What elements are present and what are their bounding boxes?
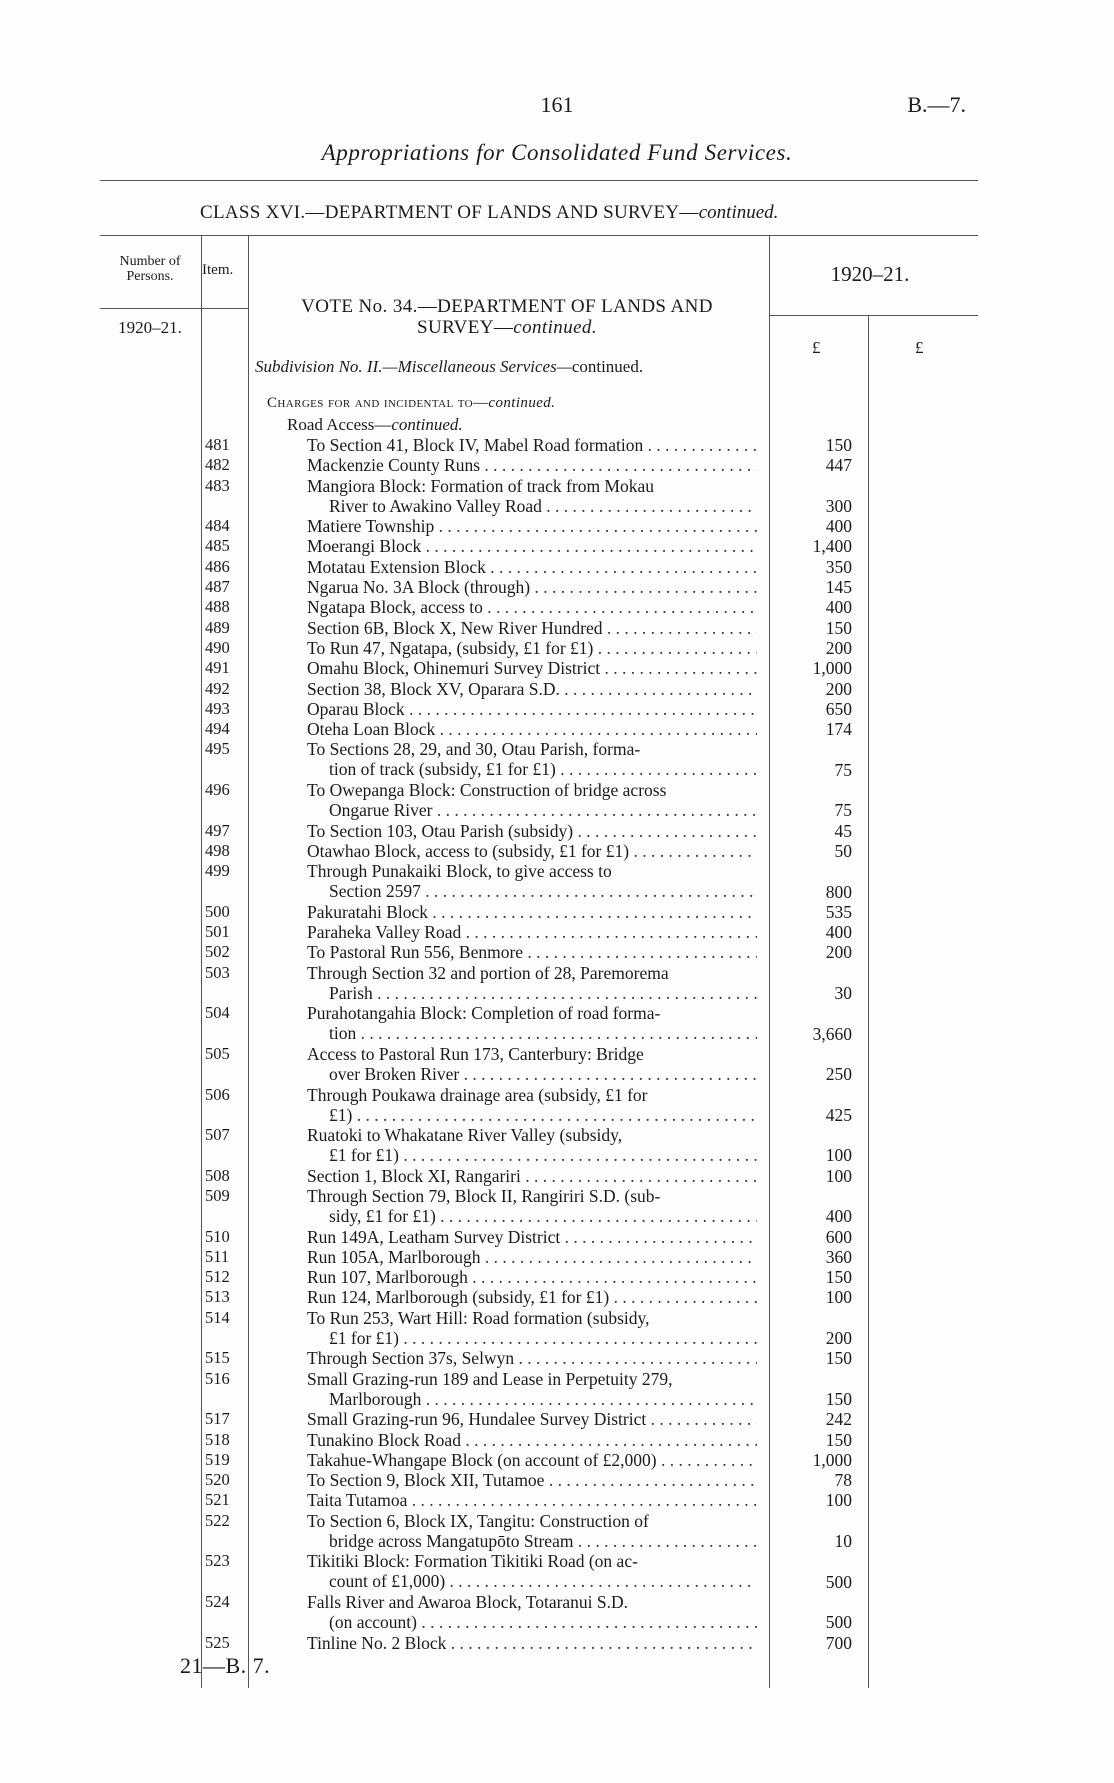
table-row bbox=[0, 1308, 1114, 1349]
row-description-line: Through Section 32 and portion of 28, Paremorema bbox=[307, 962, 669, 983]
row-description-line: over Broken River . . . bbox=[307, 1064, 757, 1084]
table-row bbox=[0, 1186, 1114, 1227]
row-item-number: 505 bbox=[205, 1043, 230, 1063]
class-heading: CLASS XVI.—DEPARTMENT OF LANDS AND SURVEY—continued. bbox=[200, 202, 779, 223]
road-access-heading: Road Access—continued. bbox=[287, 415, 463, 434]
row-description bbox=[307, 435, 757, 455]
row-description-line: Mangiora Block: Formation of track from Mokau bbox=[307, 475, 655, 496]
title-rule bbox=[100, 180, 978, 181]
row-item-number: 518 bbox=[205, 1429, 230, 1449]
row-amount: 100 bbox=[825, 1490, 852, 1511]
table-row bbox=[0, 1490, 1114, 1510]
row-description-line: count of £1,000) . . . bbox=[307, 1571, 757, 1591]
table-row bbox=[0, 476, 1114, 517]
row-amount: 75 bbox=[834, 800, 852, 821]
row-item-number: 520 bbox=[205, 1470, 230, 1490]
row-description bbox=[307, 1430, 757, 1450]
row-amount: 100 bbox=[825, 1287, 852, 1308]
row-amount: 200 bbox=[825, 942, 852, 963]
row-amount: 200 bbox=[825, 678, 852, 699]
table-row bbox=[0, 780, 1114, 821]
row-description bbox=[307, 516, 757, 536]
row-description bbox=[307, 719, 757, 739]
table-row bbox=[0, 597, 1114, 617]
table-row bbox=[0, 1430, 1114, 1450]
row-amount: 200 bbox=[825, 637, 852, 658]
row-description-line: tion of track (subsidy, £1 for £1) . . . bbox=[307, 759, 757, 779]
row-description bbox=[307, 1409, 757, 1429]
table-row bbox=[0, 963, 1114, 1004]
row-item-number: 522 bbox=[205, 1510, 230, 1530]
row-description-line: Tikitiki Block: Formation Tikitiki Road (on ac- bbox=[307, 1551, 638, 1572]
table-row bbox=[0, 618, 1114, 638]
row-description-line: Oteha Loan Block . . . bbox=[307, 719, 757, 739]
row-item-number: 489 bbox=[205, 617, 230, 637]
header-item: Item. bbox=[202, 262, 234, 278]
row-description bbox=[307, 1287, 757, 1307]
row-description-line: Mackenzie County Runs . . . bbox=[307, 455, 757, 475]
row-item-number: 514 bbox=[205, 1307, 230, 1327]
row-amount: 1,000 bbox=[812, 1449, 852, 1470]
page-number: 161 bbox=[540, 92, 574, 117]
row-description bbox=[307, 1227, 757, 1247]
row-description-line: Through Punakaiki Block, to give access to bbox=[307, 861, 612, 882]
row-description-line: (on account) . . . bbox=[307, 1612, 757, 1632]
row-amount: 150 bbox=[825, 435, 852, 455]
row-description-line: sidy, £1 for £1) . . . bbox=[307, 1206, 757, 1226]
table-row bbox=[0, 1551, 1114, 1592]
row-description bbox=[307, 1470, 757, 1490]
row-description-line: Through Section 79, Block II, Rangiriri S.D. (sub- bbox=[307, 1185, 661, 1206]
row-item-number: 485 bbox=[205, 536, 230, 556]
row-item-number: 523 bbox=[205, 1551, 230, 1571]
row-item-number: 515 bbox=[205, 1348, 230, 1368]
row-item-number: 506 bbox=[205, 1084, 230, 1104]
table-row bbox=[0, 1348, 1114, 1368]
row-item-number: 504 bbox=[205, 1003, 230, 1023]
row-description bbox=[307, 618, 757, 638]
row-amount: 400 bbox=[825, 597, 852, 618]
row-description bbox=[307, 841, 757, 861]
header-pound-column-1: £ bbox=[812, 338, 821, 357]
table-top-rule bbox=[100, 235, 978, 236]
row-amount: 350 bbox=[825, 556, 852, 577]
row-item-number: 495 bbox=[205, 739, 230, 759]
row-description-line: Run 107, Marlborough . . . bbox=[307, 1267, 757, 1287]
table-row bbox=[0, 1409, 1114, 1429]
row-description-line: Section 2597 . . . bbox=[307, 881, 757, 901]
row-amount: 150 bbox=[825, 1388, 852, 1409]
row-item-number: 502 bbox=[205, 942, 230, 962]
table-row bbox=[0, 658, 1114, 678]
row-description bbox=[307, 1348, 757, 1368]
table-row bbox=[0, 1227, 1114, 1247]
table-row bbox=[0, 902, 1114, 922]
row-amount: 3,660 bbox=[812, 1023, 852, 1044]
row-amount: 800 bbox=[825, 881, 852, 902]
row-amount: 300 bbox=[825, 495, 852, 516]
row-item-number: 497 bbox=[205, 820, 230, 840]
row-description-line: Purahotangahia Block: Completion of road forma- bbox=[307, 1003, 661, 1024]
row-description-line: £1) . . . bbox=[307, 1105, 757, 1125]
row-description bbox=[307, 455, 757, 475]
row-description-line: Oparau Block . . . bbox=[307, 699, 757, 719]
row-description-line: Run 105A, Marlborough . . . bbox=[307, 1247, 757, 1267]
row-description bbox=[307, 1511, 757, 1551]
row-description bbox=[307, 1267, 757, 1287]
table-row bbox=[0, 679, 1114, 699]
row-item-number: 509 bbox=[205, 1185, 230, 1205]
row-item-number: 498 bbox=[205, 840, 230, 860]
table-row bbox=[0, 1247, 1114, 1267]
row-item-number: 503 bbox=[205, 962, 230, 982]
row-description-line: Ruatoki to Whakatane River Valley (subsidy, bbox=[307, 1125, 623, 1146]
row-description-line: To Owepanga Block: Construction of bridge across bbox=[307, 780, 667, 801]
row-description bbox=[307, 1125, 757, 1165]
row-description bbox=[307, 536, 757, 556]
row-description-line: Otawhao Block, access to (subsidy, £1 for £1) . . . bbox=[307, 841, 757, 861]
row-description-line: Matiere Township . . . bbox=[307, 516, 757, 536]
table-row bbox=[0, 699, 1114, 719]
header-rule-right bbox=[769, 315, 978, 316]
row-description bbox=[307, 1592, 757, 1632]
row-description bbox=[307, 1551, 757, 1591]
row-description-line: Access to Pastoral Run 173, Canterbury: Bridge bbox=[307, 1043, 644, 1064]
document-reference: B.—7. bbox=[907, 92, 966, 117]
row-description-line: bridge across Mangatupōto Stream . . . bbox=[307, 1531, 757, 1551]
charges-heading: Charges for and incidental to—continued. bbox=[267, 395, 556, 411]
row-item-number: 524 bbox=[205, 1591, 230, 1611]
row-amount: 535 bbox=[825, 901, 852, 922]
row-item-number: 519 bbox=[205, 1449, 230, 1469]
row-description bbox=[307, 739, 757, 779]
table-row bbox=[0, 1470, 1114, 1490]
row-amount: 500 bbox=[825, 1612, 852, 1633]
table-row bbox=[0, 821, 1114, 841]
row-description bbox=[307, 1166, 757, 1186]
header-pound-column-2: £ bbox=[915, 338, 924, 357]
row-description bbox=[307, 821, 757, 841]
row-amount: 150 bbox=[825, 1267, 852, 1288]
table-row bbox=[0, 536, 1114, 556]
table-row bbox=[0, 1125, 1114, 1166]
row-item-number: 488 bbox=[205, 597, 230, 617]
table-row bbox=[0, 1511, 1114, 1552]
row-amount: 500 bbox=[825, 1571, 852, 1592]
row-description bbox=[307, 1308, 757, 1348]
footer-signature: 21—B. 7. bbox=[180, 1653, 271, 1678]
row-description bbox=[307, 1085, 757, 1125]
row-item-number: 500 bbox=[205, 901, 230, 921]
row-description-line: Section 1, Block XI, Rangariri . . . bbox=[307, 1166, 757, 1186]
table-row bbox=[0, 739, 1114, 780]
table-row bbox=[0, 1166, 1114, 1186]
row-item-number: 484 bbox=[205, 516, 230, 536]
row-description-line: To Sections 28, 29, and 30, Otau Parish, forma- bbox=[307, 739, 641, 760]
row-item-number: 510 bbox=[205, 1226, 230, 1246]
table-row bbox=[0, 435, 1114, 455]
row-description bbox=[307, 699, 757, 719]
row-item-number: 493 bbox=[205, 698, 230, 718]
table-row bbox=[0, 922, 1114, 942]
row-description-line: Motatau Extension Block . . . bbox=[307, 557, 757, 577]
row-amount: 150 bbox=[825, 1429, 852, 1450]
row-description bbox=[307, 679, 757, 699]
row-amount: 75 bbox=[834, 759, 852, 780]
row-amount: 400 bbox=[825, 516, 852, 537]
row-description-line: To Section 41, Block IV, Mabel Road formation . . . bbox=[307, 435, 757, 455]
row-item-number: 486 bbox=[205, 556, 230, 576]
row-description-line: £1 for £1) . . . bbox=[307, 1328, 757, 1348]
row-description bbox=[307, 1633, 757, 1653]
row-amount: 400 bbox=[825, 1206, 852, 1227]
row-amount: 50 bbox=[834, 840, 852, 861]
row-description-line: Paraheka Valley Road . . . bbox=[307, 922, 757, 942]
table-row bbox=[0, 1003, 1114, 1044]
table-row bbox=[0, 841, 1114, 861]
row-item-number: 511 bbox=[205, 1246, 230, 1266]
table-row bbox=[0, 1085, 1114, 1126]
row-amount: 1,000 bbox=[812, 658, 852, 679]
row-item-number: 494 bbox=[205, 719, 230, 739]
row-description-line: Ngatapa Block, access to . . . bbox=[307, 597, 757, 617]
row-item-number: 482 bbox=[205, 455, 230, 475]
page-title: Appropriations for Consolidated Fund Services. bbox=[321, 140, 793, 165]
row-description-line: Run 149A, Leatham Survey District . . . bbox=[307, 1227, 757, 1247]
row-description bbox=[307, 476, 757, 516]
row-amount: 78 bbox=[834, 1470, 852, 1491]
row-amount: 700 bbox=[825, 1632, 852, 1653]
row-description bbox=[307, 1490, 757, 1510]
table-row bbox=[0, 1633, 1114, 1653]
row-description bbox=[307, 780, 757, 820]
row-description-line: tion . . . bbox=[307, 1023, 757, 1043]
row-amount: 45 bbox=[834, 820, 852, 841]
row-item-number: 483 bbox=[205, 475, 230, 495]
row-description-line: Tunakino Block Road . . . bbox=[307, 1430, 757, 1450]
row-description-line: Small Grazing-run 96, Hundalee Survey District . . . bbox=[307, 1409, 757, 1429]
row-description bbox=[307, 658, 757, 678]
vote-title: VOTE No. 34.—DEPARTMENT OF LANDS AND SURVEY—continued. bbox=[301, 296, 713, 338]
row-description-line: Section 38, Block XV, Oparara S.D. . . . bbox=[307, 679, 757, 699]
row-amount: 447 bbox=[825, 455, 852, 476]
table-row bbox=[0, 638, 1114, 658]
appropriation-rows bbox=[0, 435, 1114, 1653]
row-description-line: Run 124, Marlborough (subsidy, £1 for £1) . . . bbox=[307, 1287, 757, 1307]
table-row bbox=[0, 1044, 1114, 1085]
row-description-line: Falls River and Awaroa Block, Totaranui S.D. bbox=[307, 1591, 629, 1612]
row-amount: 150 bbox=[825, 617, 852, 638]
table-row bbox=[0, 1267, 1114, 1287]
table-row bbox=[0, 1369, 1114, 1410]
row-description-line: Small Grazing-run 189 and Lease in Perpetuity 279, bbox=[307, 1368, 673, 1389]
row-item-number: 517 bbox=[205, 1409, 230, 1429]
row-description-line: Taita Tutamoa . . . bbox=[307, 1490, 757, 1510]
table-row bbox=[0, 455, 1114, 475]
table-row bbox=[0, 577, 1114, 597]
row-description-line: Takahue-Whangape Block (on account of £2,000) . . . bbox=[307, 1450, 757, 1470]
row-description bbox=[307, 638, 757, 658]
header-number-of-persons: Number of Persons. bbox=[119, 254, 181, 284]
table-row bbox=[0, 1592, 1114, 1633]
row-description bbox=[307, 1247, 757, 1267]
row-item-number: 521 bbox=[205, 1490, 230, 1510]
table-row bbox=[0, 1450, 1114, 1470]
row-item-number: 490 bbox=[205, 637, 230, 657]
row-description-line: Moerangi Block . . . bbox=[307, 536, 757, 556]
row-item-number: 501 bbox=[205, 922, 230, 942]
row-description-line: Parish . . . bbox=[307, 983, 757, 1003]
row-description-line: Ongarue River . . . bbox=[307, 800, 757, 820]
row-amount: 30 bbox=[834, 983, 852, 1004]
row-item-number: 525 bbox=[205, 1632, 230, 1652]
row-description-line: Marlborough . . . bbox=[307, 1389, 757, 1409]
header-year-left: 1920–21. bbox=[118, 318, 182, 337]
row-description-line: Tinline No. 2 Block . . . bbox=[307, 1633, 757, 1653]
row-description bbox=[307, 902, 757, 922]
row-amount: 250 bbox=[825, 1064, 852, 1085]
row-amount: 1,400 bbox=[812, 536, 852, 557]
row-description bbox=[307, 1369, 757, 1409]
row-description-line: Section 6B, Block X, New River Hundred . . . bbox=[307, 618, 757, 638]
row-description bbox=[307, 963, 757, 1003]
row-item-number: 496 bbox=[205, 780, 230, 800]
row-description-line: To Section 9, Block XII, Tutamoe . . . bbox=[307, 1470, 757, 1490]
row-description-line: To Run 47, Ngatapa, (subsidy, £1 for £1) . . . bbox=[307, 638, 757, 658]
row-amount: 100 bbox=[825, 1145, 852, 1166]
row-description-line: Ngarua No. 3A Block (through) . . . bbox=[307, 577, 757, 597]
row-description bbox=[307, 1003, 757, 1043]
row-amount: 242 bbox=[825, 1409, 852, 1430]
table-row bbox=[0, 557, 1114, 577]
subdivision-heading: Subdivision No. II.—Miscellaneous Services—continued. bbox=[255, 357, 644, 376]
row-description-line: To Section 103, Otau Parish (subsidy) . . . bbox=[307, 821, 757, 841]
row-item-number: 516 bbox=[205, 1368, 230, 1388]
row-description-line: Pakuratahi Block . . . bbox=[307, 902, 757, 922]
table-row bbox=[0, 942, 1114, 962]
row-description bbox=[307, 577, 757, 597]
row-amount: 360 bbox=[825, 1246, 852, 1267]
table-row bbox=[0, 516, 1114, 536]
row-description bbox=[307, 861, 757, 901]
row-description bbox=[307, 1186, 757, 1226]
row-item-number: 481 bbox=[205, 435, 230, 454]
row-item-number: 508 bbox=[205, 1165, 230, 1185]
row-description-line: To Run 253, Wart Hill: Road formation (subsidy, bbox=[307, 1307, 650, 1328]
row-item-number: 507 bbox=[205, 1125, 230, 1145]
row-description-line: Through Section 37s, Selwyn . . . bbox=[307, 1348, 757, 1368]
row-amount: 145 bbox=[825, 577, 852, 598]
row-item-number: 491 bbox=[205, 658, 230, 678]
row-amount: 200 bbox=[825, 1328, 852, 1349]
row-amount: 10 bbox=[834, 1531, 852, 1552]
row-description bbox=[307, 922, 757, 942]
row-item-number: 499 bbox=[205, 861, 230, 881]
row-amount: 650 bbox=[825, 698, 852, 719]
row-amount: 400 bbox=[825, 922, 852, 943]
row-description-line: River to Awakino Valley Road . . . bbox=[307, 496, 757, 516]
row-amount: 150 bbox=[825, 1348, 852, 1369]
row-description-line: £1 for £1) . . . bbox=[307, 1145, 757, 1165]
row-description bbox=[307, 942, 757, 962]
row-description bbox=[307, 557, 757, 577]
row-amount: 425 bbox=[825, 1104, 852, 1125]
row-item-number: 513 bbox=[205, 1287, 230, 1307]
row-description-line: Through Poukawa drainage area (subsidy, £1 for bbox=[307, 1084, 648, 1105]
row-item-number: 487 bbox=[205, 577, 230, 597]
row-description-line: Omahu Block, Ohinemuri Survey District . . . bbox=[307, 658, 757, 678]
row-description-line: To Pastoral Run 556, Benmore . . . bbox=[307, 942, 757, 962]
row-description bbox=[307, 597, 757, 617]
table-row bbox=[0, 719, 1114, 739]
row-description bbox=[307, 1044, 757, 1084]
table-row bbox=[0, 1287, 1114, 1307]
row-description bbox=[307, 1450, 757, 1470]
row-amount: 174 bbox=[825, 719, 852, 740]
row-amount: 600 bbox=[825, 1226, 852, 1247]
row-item-number: 492 bbox=[205, 678, 230, 698]
header-rule-left bbox=[100, 308, 248, 309]
header-year-right: 1920–21. bbox=[830, 262, 910, 286]
table-row bbox=[0, 861, 1114, 902]
row-item-number: 512 bbox=[205, 1267, 230, 1287]
row-description-line: To Section 6, Block IX, Tangitu: Construction of bbox=[307, 1510, 649, 1531]
row-amount: 100 bbox=[825, 1165, 852, 1186]
